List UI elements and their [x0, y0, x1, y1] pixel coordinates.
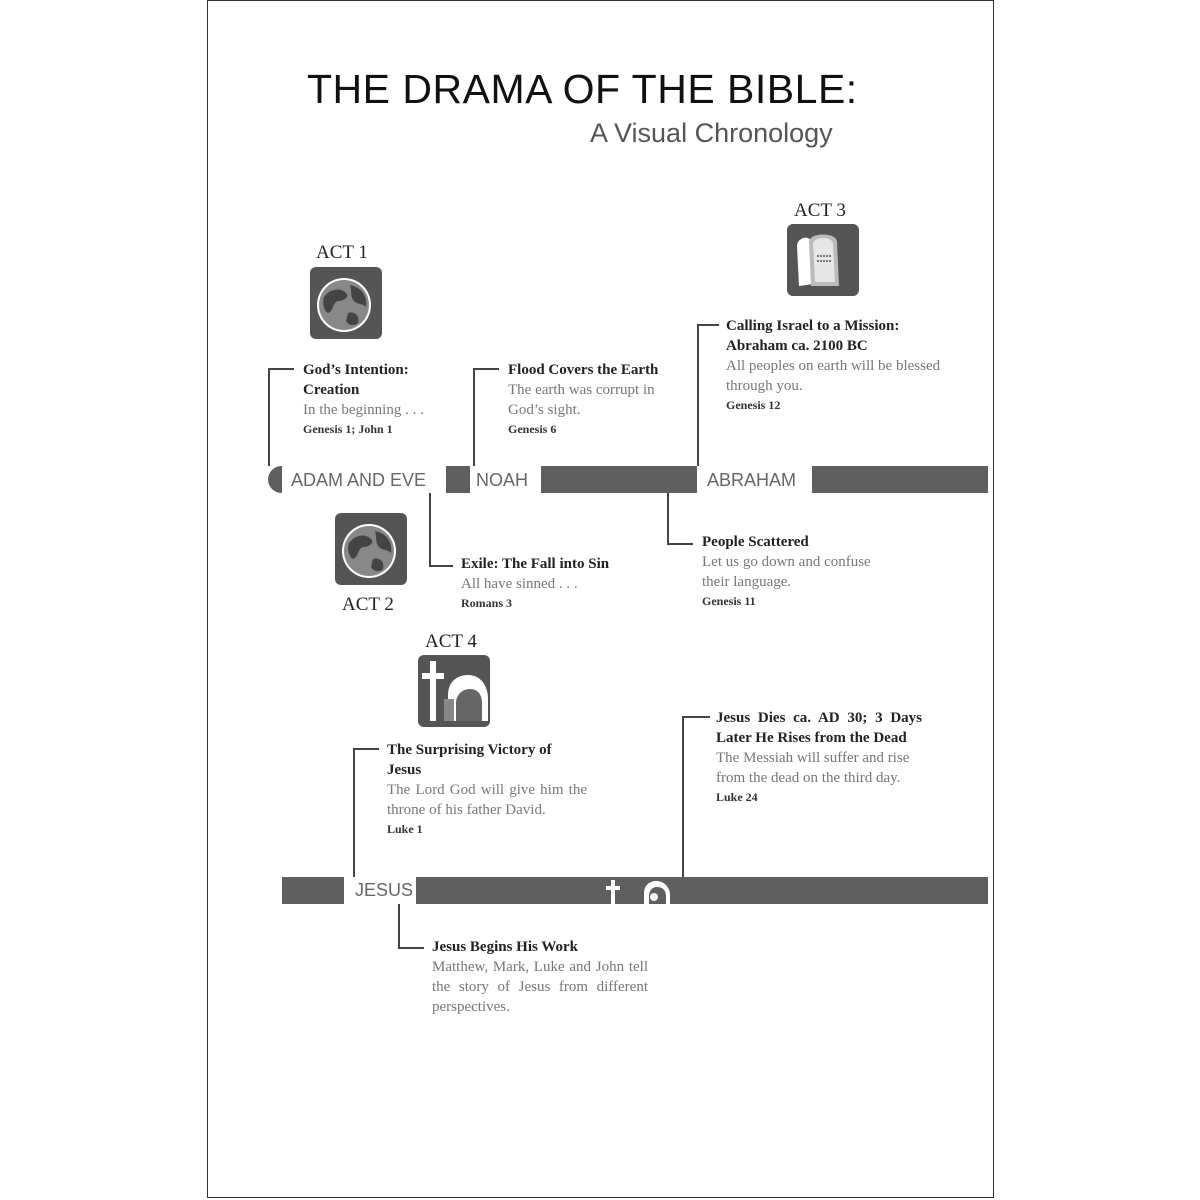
event-body: The Lord God will give him the throne of his father David. [387, 782, 587, 818]
connector-line [697, 324, 699, 466]
timeline-bar-segment [282, 877, 344, 904]
event-abraham [726, 316, 948, 414]
event-victory [387, 740, 587, 838]
event-body: The Messiah will suffer and rise from the dead on the third day. [716, 750, 910, 786]
event-fall [461, 554, 641, 612]
globe-icon [310, 267, 382, 339]
event-title: Calling Israel to a Mission: Abraham ca. 2100 BC [726, 318, 900, 354]
page-title: THE DRAMA OF THE BIBLE: [307, 66, 858, 112]
event-title: People Scattered [702, 534, 809, 550]
event-body: Let us go down and confuse their language. [702, 554, 871, 590]
act1-label: ACT 1 [316, 242, 368, 263]
event-body: All have sinned . . . [461, 576, 578, 592]
connector-line [398, 904, 400, 948]
tomb-icon [640, 877, 680, 904]
event-title: Flood Covers the Earth [508, 362, 659, 378]
event-reference: Genesis 12 [726, 398, 781, 412]
connector-line [682, 716, 684, 877]
timeline-marks [604, 877, 684, 904]
act4-label: ACT 4 [425, 631, 477, 652]
timeline-bar-segment [446, 466, 470, 493]
act3-label: ACT 3 [794, 200, 846, 221]
connector-line [429, 493, 431, 566]
event-title: God’s Intention: Creation [303, 362, 409, 398]
event-body: All peoples on earth will be blessed through you. [726, 358, 941, 394]
connector-line [667, 543, 693, 545]
event-title: The Surprising Victory of Jesus [387, 742, 552, 778]
event-reference: Luke 1 [387, 822, 423, 836]
event-reference: Luke 24 [716, 790, 758, 804]
event-title: Exile: The Fall into Sin [461, 556, 610, 572]
event-title: Jesus Begins His Work [432, 939, 579, 955]
connector-line [353, 748, 355, 877]
connector-line [353, 748, 379, 750]
event-body: The earth was corrupt in God’s sight. [508, 382, 655, 418]
page-subtitle: A Visual Chronology [590, 118, 833, 148]
tablets-icon [787, 224, 859, 296]
connector-line [697, 324, 719, 326]
connector-line [268, 368, 270, 466]
globe-icon [335, 513, 407, 585]
event-jesus-begins [432, 937, 648, 1017]
timeline-label-adam-eve: ADAM AND EVE [291, 470, 427, 490]
event-reference: Genesis 11 [702, 594, 756, 608]
connector-line [667, 493, 669, 544]
timeline-bar-segment [812, 466, 988, 493]
timeline-label-noah: NOAH [476, 470, 529, 490]
timeline-label-jesus: JESUS [355, 880, 414, 900]
event-jesus-dies [716, 708, 922, 806]
timeline-label-abraham: ABRAHAM [707, 470, 797, 490]
timeline-bar-segment [416, 877, 988, 904]
event-reference: Romans 3 [461, 596, 513, 610]
event-body: In the beginning . . . [303, 402, 424, 418]
act2-label: ACT 2 [342, 594, 394, 615]
event-body: Matthew, Mark, Luke and John tell the story of Jesus from different perspectives. [432, 959, 648, 1015]
cross-tomb-icon [418, 655, 490, 727]
event-reference: Genesis 6 [508, 422, 557, 436]
connector-line [398, 947, 424, 949]
timeline-bar-segment [541, 466, 697, 493]
event-scattered [702, 532, 888, 610]
connector-line [682, 716, 710, 718]
event-title: Jesus Dies ca. AD 30; 3 Days Later He Rises from the Dead [716, 710, 922, 746]
connector-line [473, 368, 475, 466]
event-flood [508, 360, 686, 438]
event-reference: Genesis 1; John 1 [303, 422, 393, 436]
connector-line [268, 368, 294, 370]
connector-line [473, 368, 499, 370]
event-creation [303, 360, 453, 438]
connector-line [429, 565, 453, 567]
